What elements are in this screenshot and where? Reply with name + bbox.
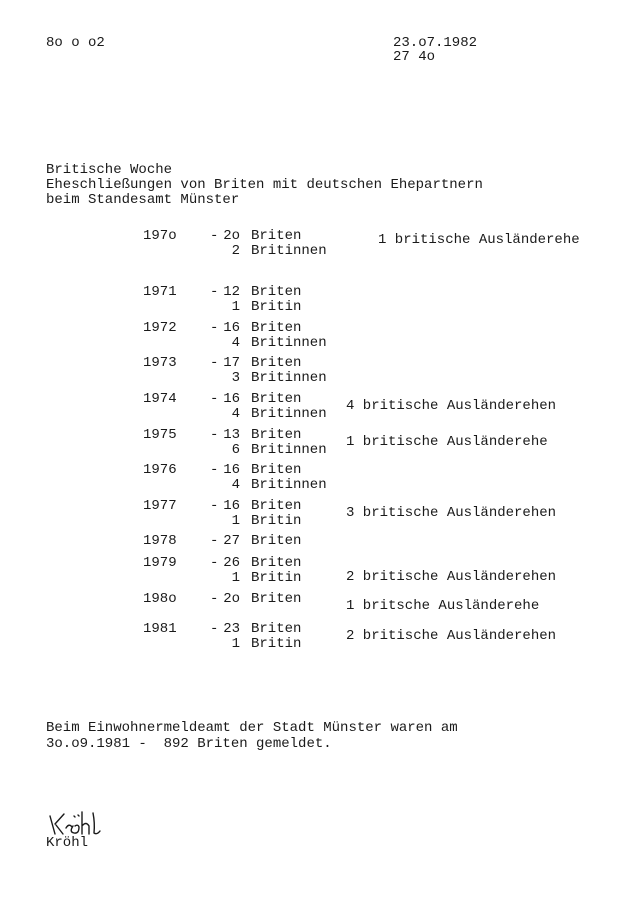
mixed-marriage-note: 4 britische Ausländerehen <box>346 398 557 414</box>
label-women: Britinnen <box>251 477 327 493</box>
label-women: Britin <box>251 513 302 529</box>
label-men: Briten <box>251 320 302 336</box>
count-women: 1 <box>231 570 240 586</box>
title-line-2: Eheschließungen von Briten mit deutschen Ehepartnern <box>46 177 483 193</box>
year-cell: 1981 <box>143 621 177 637</box>
label-men: Briten <box>251 591 302 607</box>
count-men: 2o <box>223 228 240 244</box>
table-row <box>0 555 624 587</box>
dash-separator: - <box>210 621 219 637</box>
dash-separator: - <box>210 320 219 336</box>
document-code: 27 4o <box>393 49 436 65</box>
dash-separator: - <box>210 591 219 607</box>
dash-separator: - <box>210 533 219 549</box>
label-women: Britinnen <box>251 406 327 422</box>
count-women: 1 <box>231 636 240 652</box>
table-row <box>0 284 624 316</box>
year-cell: 198o <box>143 591 177 607</box>
label-men: Briten <box>251 555 302 571</box>
count-women: 4 <box>231 406 240 422</box>
label-women: Britinnen <box>251 370 327 386</box>
table-row <box>0 391 624 423</box>
title-line-1: Britische Woche <box>46 162 173 178</box>
label-men: Briten <box>251 462 302 478</box>
mixed-marriage-note: 2 britische Ausländerehen <box>346 628 557 644</box>
label-women: Britin <box>251 299 302 315</box>
label-women: Britin <box>251 636 302 652</box>
dash-separator: - <box>210 284 219 300</box>
table-row <box>0 355 624 387</box>
mixed-marriage-note: 1 britsche Ausländerehe <box>346 598 540 614</box>
table-row <box>0 320 624 352</box>
reference-number: 8o o o2 <box>46 35 105 51</box>
label-women: Britinnen <box>251 243 327 259</box>
label-men: Briten <box>251 284 302 300</box>
count-men: 26 <box>223 555 240 571</box>
count-men: 13 <box>223 427 240 443</box>
count-men: 2o <box>223 591 240 607</box>
year-cell: 1979 <box>143 555 177 571</box>
count-men: 16 <box>223 462 240 478</box>
count-women: 1 <box>231 513 240 529</box>
dash-separator: - <box>210 498 219 514</box>
label-men: Briten <box>251 621 302 637</box>
count-women: 2 <box>231 243 240 259</box>
table-row <box>0 498 624 530</box>
footer-line-1: Beim Einwohnermeldeamt der Stadt Münster waren am <box>46 720 458 736</box>
mixed-marriage-note: 2 britische Ausländerehen <box>346 569 557 585</box>
count-men: 16 <box>223 498 240 514</box>
footer-line-2: 3o.o9.1981 - 892 Briten gemeldet. <box>46 736 332 752</box>
count-men: 16 <box>223 391 240 407</box>
table-row <box>0 228 624 260</box>
year-cell: 1973 <box>143 355 177 371</box>
label-women: Britin <box>251 570 302 586</box>
table-row <box>0 427 624 459</box>
dash-separator: - <box>210 228 219 244</box>
year-cell: 1978 <box>143 533 177 549</box>
count-women: 4 <box>231 477 240 493</box>
label-men: Briten <box>251 533 302 549</box>
title-line-3: beim Standesamt Münster <box>46 192 240 208</box>
year-cell: 1974 <box>143 391 177 407</box>
dash-separator: - <box>210 462 219 478</box>
table-row <box>0 591 624 623</box>
label-men: Briten <box>251 498 302 514</box>
label-men: Briten <box>251 391 302 407</box>
label-men: Briten <box>251 427 302 443</box>
count-women: 6 <box>231 442 240 458</box>
label-women: Britinnen <box>251 442 327 458</box>
handwritten-signature <box>46 810 112 838</box>
label-men: Briten <box>251 228 302 244</box>
count-men: 27 <box>223 533 240 549</box>
year-cell: 1971 <box>143 284 177 300</box>
table-row <box>0 621 624 653</box>
dash-separator: - <box>210 391 219 407</box>
mixed-marriage-note: 1 britische Ausländerehe <box>378 232 580 248</box>
count-men: 23 <box>223 621 240 637</box>
table-row <box>0 462 624 494</box>
count-women: 4 <box>231 335 240 351</box>
mixed-marriage-note: 1 britische Ausländerehe <box>346 434 548 450</box>
count-men: 17 <box>223 355 240 371</box>
label-men: Briten <box>251 355 302 371</box>
year-cell: 1975 <box>143 427 177 443</box>
count-women: 1 <box>231 299 240 315</box>
dash-separator: - <box>210 355 219 371</box>
label-women: Britinnen <box>251 335 327 351</box>
dash-separator: - <box>210 427 219 443</box>
mixed-marriage-note: 3 britische Ausländerehen <box>346 505 557 521</box>
typed-signature: Kröhl <box>46 835 89 851</box>
count-men: 12 <box>223 284 240 300</box>
document-date: 23.o7.1982 <box>393 35 478 51</box>
year-cell: 197o <box>143 228 177 244</box>
year-cell: 1976 <box>143 462 177 478</box>
year-cell: 1972 <box>143 320 177 336</box>
year-cell: 1977 <box>143 498 177 514</box>
count-women: 3 <box>231 370 240 386</box>
count-men: 16 <box>223 320 240 336</box>
dash-separator: - <box>210 555 219 571</box>
